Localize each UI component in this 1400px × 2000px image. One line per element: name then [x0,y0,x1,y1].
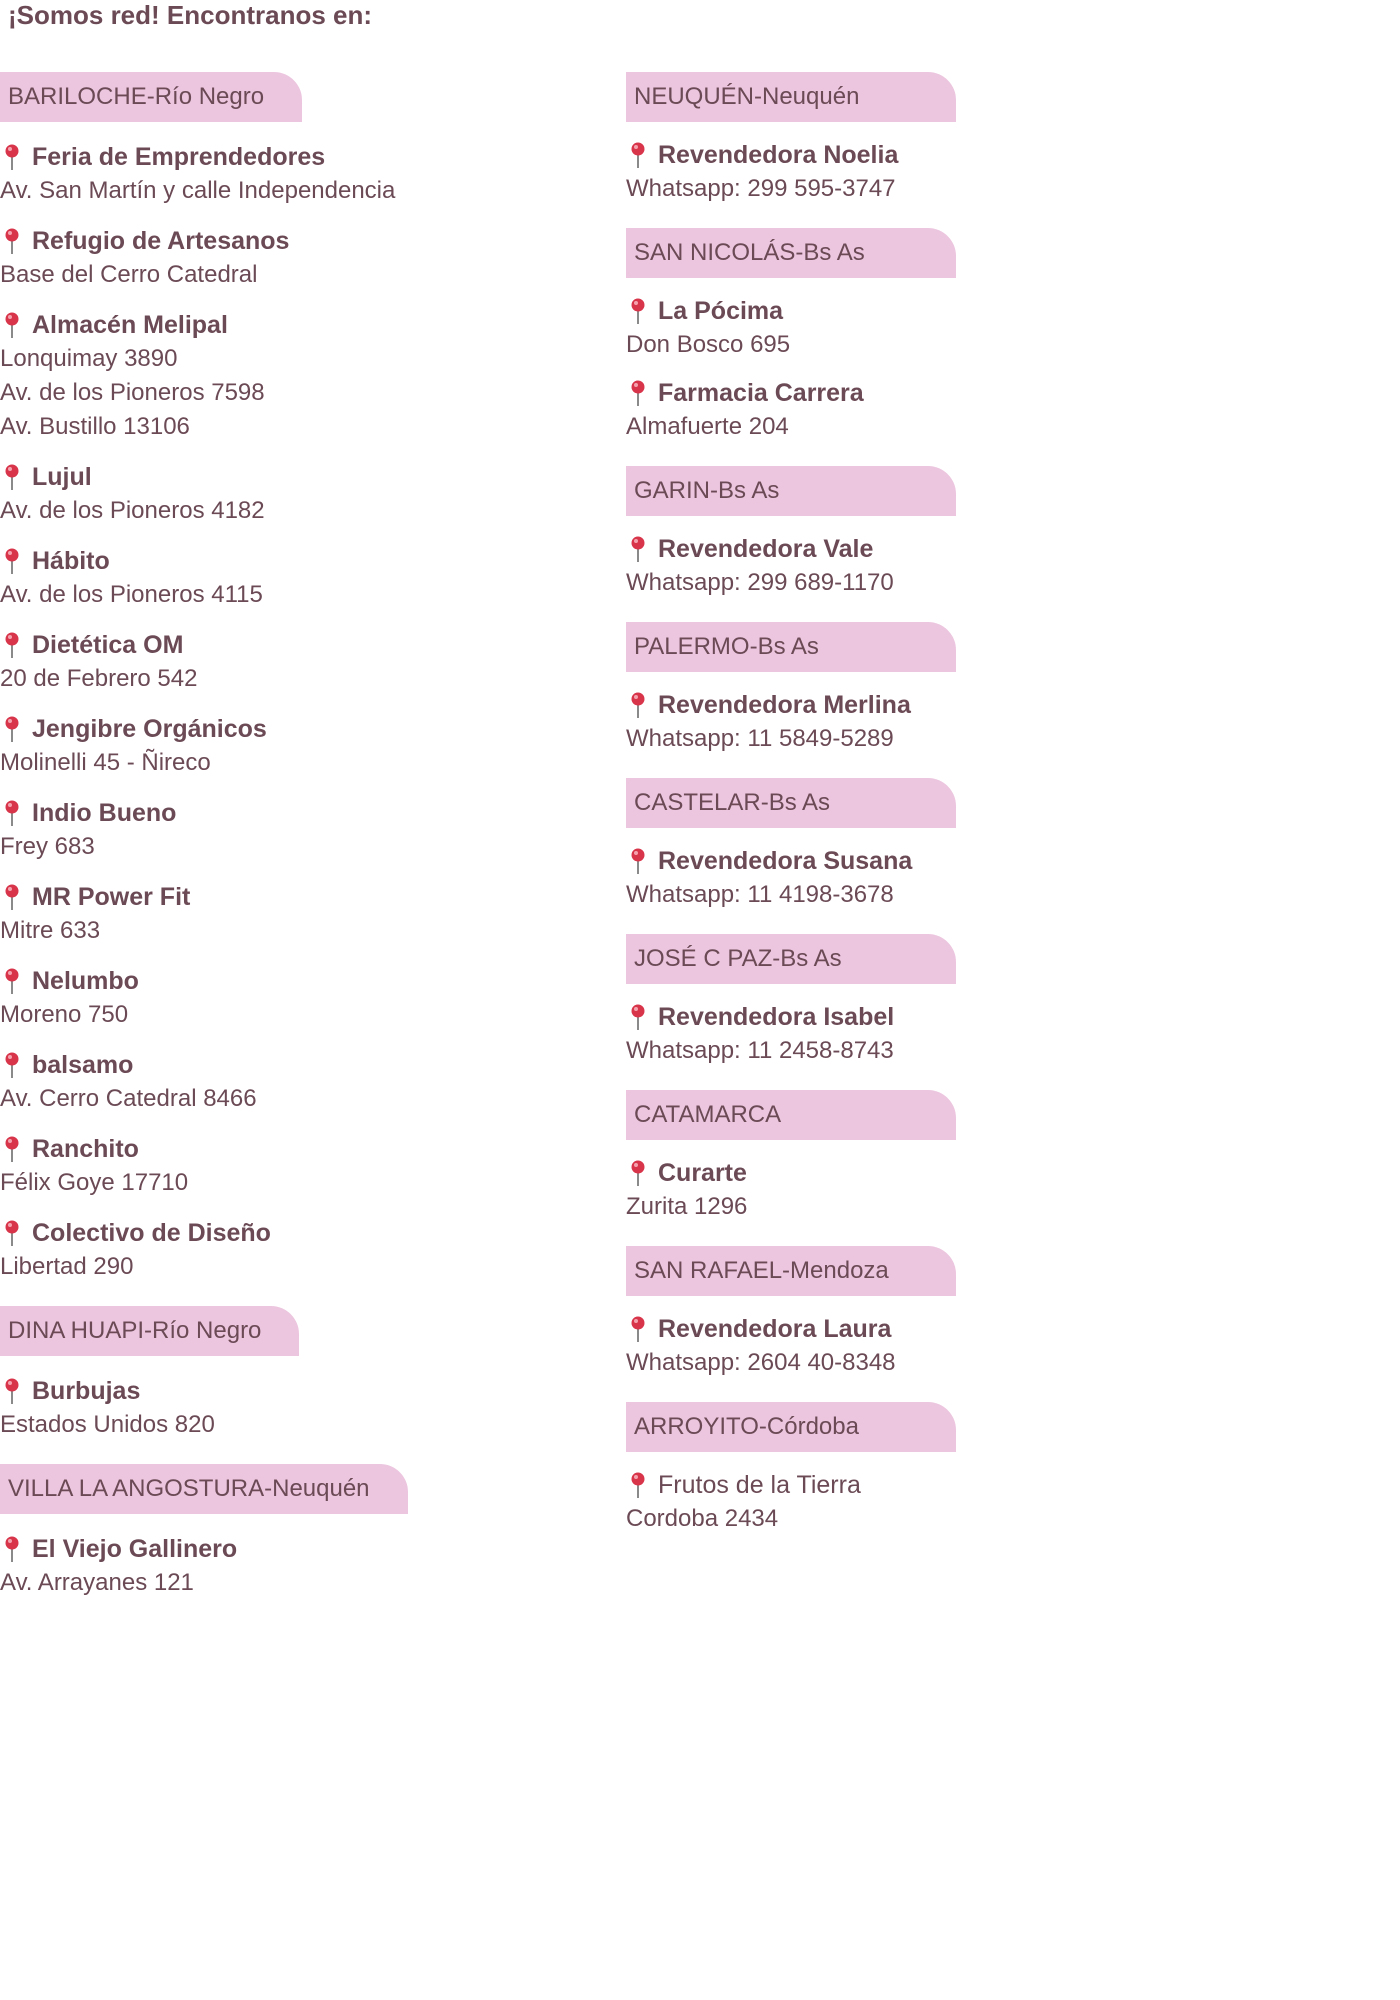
store-entry [0,1048,600,1116]
store-name-row [626,138,1226,172]
store-name-row [626,532,1226,566]
store-name-row [626,1468,1226,1502]
store-name-row [626,376,1226,410]
store-entry [0,628,600,696]
store-entry [0,140,600,208]
region-section [626,778,1226,912]
store-address: Libertad 290 [0,1253,134,1280]
store-name-row [626,294,1226,328]
store-name: Almacén Melipal [32,311,228,339]
store-entry [626,1468,1226,1536]
store-name: Revendedora Isabel [658,1003,895,1031]
right-column [626,72,1226,1558]
map-pin-icon [0,715,24,743]
store-name-row [0,712,600,746]
store-entry [0,1374,600,1442]
store-name-row [0,224,600,258]
store-entry [626,138,1226,206]
store-name: Jengibre Orgánicos [32,715,267,743]
store-list [626,1000,1226,1068]
store-address: Cordoba 2434 [626,1505,779,1532]
region-section [626,934,1226,1068]
map-pin-icon [626,1003,650,1031]
store-entry [0,460,600,528]
store-address: Don Bosco 695 [626,331,791,358]
map-pin-icon [626,535,650,563]
store-list [626,294,1226,444]
region-section [626,1402,1226,1536]
store-entry [626,532,1226,600]
store-name-row [0,628,600,662]
store-name-row [626,844,1226,878]
map-pin-icon [626,1471,650,1499]
region-header: GARIN-Bs As [626,466,956,516]
store-name: Lujul [32,463,92,491]
page-title: ¡Somos red! Encontranos en: [8,0,373,30]
store-address: Av. Cerro Catedral 8466 [0,1085,257,1112]
store-name: Dietética OM [32,631,184,659]
map-pin-icon [0,1377,24,1405]
store-entry [0,712,600,780]
store-address: Av. Arrayanes 121 [0,1569,194,1596]
store-name-row [626,1000,1226,1034]
store-list [626,1156,1226,1224]
region-section [626,72,1226,206]
store-list [0,140,600,1284]
store-name-row [0,964,600,998]
store-address: Av. de los Pioneros 4182 [0,497,265,524]
map-pin-icon [0,143,24,171]
map-pin-icon [0,967,24,995]
map-pin-icon [626,1315,650,1343]
region-header: JOSÉ C PAZ-Bs As [626,934,956,984]
store-name: Frutos de la Tierra [658,1471,861,1499]
store-name-row [0,1132,600,1166]
store-list [0,1532,600,1600]
region-header: ARROYITO-Córdoba [626,1402,956,1452]
map-pin-icon [0,547,24,575]
store-address: Mitre 633 [0,917,101,944]
store-name: La Pócima [658,297,784,325]
store-entry [0,1532,600,1600]
region-section [626,1090,1226,1224]
store-name: Revendedora Vale [658,535,874,563]
store-address: Lonquimay 3890 [0,345,178,372]
store-list [0,1374,600,1442]
store-entry [0,544,600,612]
store-name: balsamo [32,1051,134,1079]
store-name-row [0,796,600,830]
store-list [626,1468,1226,1536]
left-column [0,72,600,1622]
store-entry [626,376,1226,444]
map-pin-icon [0,1051,24,1079]
store-name: MR Power Fit [32,883,191,911]
store-entry [0,880,600,948]
store-list [626,1312,1226,1380]
store-address: Zurita 1296 [626,1193,748,1220]
store-name-row [0,460,600,494]
store-address: Whatsapp: 2604 40-8348 [626,1349,896,1376]
store-entry [626,688,1226,756]
map-pin-icon [0,799,24,827]
store-list [626,844,1226,912]
store-address: 20 de Febrero 542 [0,665,198,692]
store-name: Feria de Emprendedores [32,143,326,171]
store-name: Hábito [32,547,110,575]
store-name-row [626,1312,1226,1346]
map-pin-icon [0,631,24,659]
store-name: Burbujas [32,1377,141,1405]
store-name: Ranchito [32,1135,139,1163]
store-name: Revendedora Noelia [658,141,899,169]
store-name: Indio Bueno [32,799,177,827]
map-pin-icon [0,1535,24,1563]
store-address: Estados Unidos 820 [0,1411,215,1438]
store-entry [626,1312,1226,1380]
map-pin-icon [0,311,24,339]
map-pin-icon [626,297,650,325]
store-entry [0,308,600,444]
region-header: PALERMO-Bs As [626,622,956,672]
store-address: Whatsapp: 11 4198-3678 [626,881,894,908]
region-header: DINA HUAPI-Río Negro [0,1306,299,1356]
region-header: SAN RAFAEL-Mendoza [626,1246,956,1296]
store-entry [0,964,600,1032]
store-entry [626,294,1226,362]
store-name: Revendedora Merlina [658,691,911,719]
store-address: Moreno 750 [0,1001,129,1028]
region-section [626,466,1226,600]
store-list [626,532,1226,600]
store-name-row [0,308,600,342]
map-pin-icon [626,379,650,407]
region-section [0,72,600,1284]
store-name-row [0,140,600,174]
store-entry [626,844,1226,912]
map-pin-icon [0,1135,24,1163]
region-header: CATAMARCA [626,1090,956,1140]
store-name: Revendedora Laura [658,1315,892,1343]
region-header: NEUQUÉN-Neuquén [626,72,956,122]
store-address: Félix Goye 17710 [0,1169,189,1196]
store-address: Whatsapp: 299 689-1170 [626,569,894,596]
region-section [0,1464,600,1600]
store-name-row [0,880,600,914]
store-entry [0,1216,600,1284]
store-name-row [0,544,600,578]
map-pin-icon [0,227,24,255]
region-section [626,228,1226,444]
map-pin-icon [0,463,24,491]
region-header: CASTELAR-Bs As [626,778,956,828]
store-address: Almafuerte 204 [626,413,789,440]
store-name: Revendedora Susana [658,847,913,875]
store-name: Refugio de Artesanos [32,227,290,255]
store-name-row [0,1216,600,1250]
region-header: SAN NICOLÁS-Bs As [626,228,956,278]
store-address: Whatsapp: 11 2458-8743 [626,1037,894,1064]
region-section [626,622,1226,756]
store-address: Frey 683 [0,833,95,860]
store-name: Farmacia Carrera [658,379,864,407]
store-name: Nelumbo [32,967,139,995]
store-address: Av. Bustillo 13106 [0,413,190,440]
store-name-row [626,1156,1226,1190]
store-address: Av. San Martín y calle Independencia [0,177,396,204]
store-name-row [626,688,1226,722]
store-address: Base del Cerro Catedral [0,261,258,288]
store-address: Whatsapp: 11 5849-5289 [626,725,894,752]
region-header: VILLA LA ANGOSTURA-Neuquén [0,1464,408,1514]
store-name-row [0,1374,600,1408]
store-name: Curarte [658,1159,747,1187]
store-address: Av. de los Pioneros 4115 [0,581,263,608]
store-address: Whatsapp: 299 595-3747 [626,175,896,202]
region-section [0,1306,600,1442]
store-list [626,138,1226,206]
region-header: BARILOCHE-Río Negro [0,72,302,122]
store-entry [0,1132,600,1200]
store-list [626,688,1226,756]
map-pin-icon [0,1219,24,1247]
store-name-row [0,1532,600,1566]
store-name-row [0,1048,600,1082]
store-name: Colectivo de Diseño [32,1219,271,1247]
map-pin-icon [0,883,24,911]
store-entry [0,224,600,292]
store-name: El Viejo Gallinero [32,1535,238,1563]
store-entry [626,1156,1226,1224]
map-pin-icon [626,141,650,169]
map-pin-icon [626,1159,650,1187]
store-address: Av. de los Pioneros 7598 [0,379,265,406]
store-entry [0,796,600,864]
region-section [626,1246,1226,1380]
store-address: Molinelli 45 - Ñireco [0,749,211,776]
map-pin-icon [626,691,650,719]
map-pin-icon [626,847,650,875]
store-entry [626,1000,1226,1068]
